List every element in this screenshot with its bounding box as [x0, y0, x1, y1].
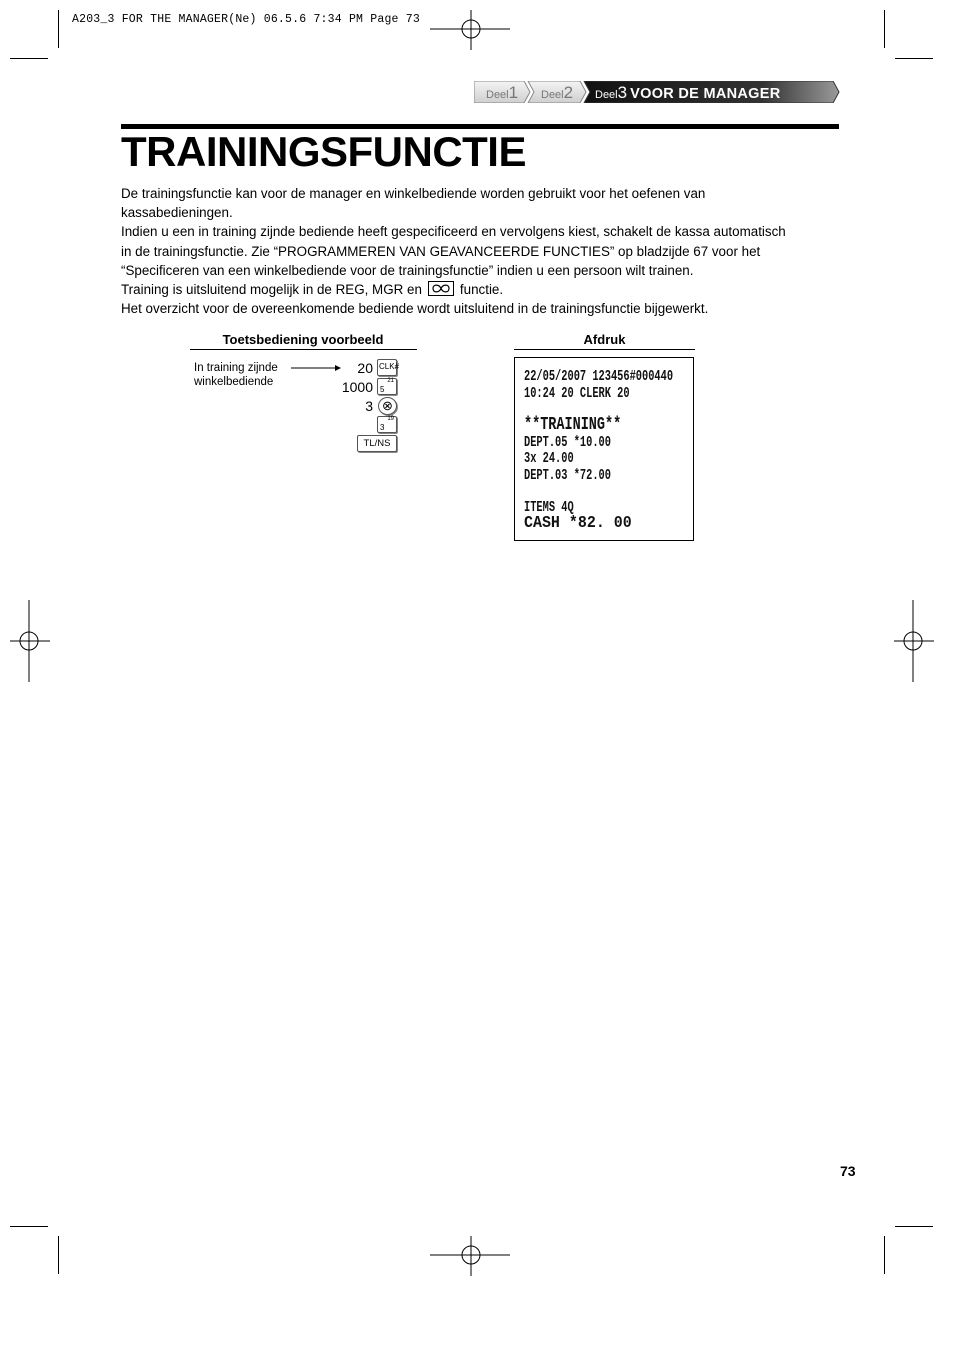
tab-deel-3-number: 3: [617, 83, 628, 102]
intro-line-5: “Specificeren van een winkelbediende voor de trainingsfunctie” indien u een persoon wilt trainen.: [121, 262, 694, 278]
receipt-line-clerk: 10:24 20 CLERK 20: [524, 385, 630, 402]
receipt-line-cash: CASH *82. 00: [524, 514, 632, 533]
receipt-line-date: 22/05/2007 123456#000440: [524, 368, 674, 385]
trainee-label-line-2: winkelbediende: [194, 376, 274, 388]
intro-line-6-post: functie.: [459, 282, 504, 298]
entry-amount: 1000: [341, 379, 373, 395]
print-rule: [514, 349, 695, 350]
dept-3-key-label: 3: [380, 423, 385, 432]
tab-deel-3-word: Deel: [595, 89, 618, 101]
key-operation-heading: Toetsbediening voorbeeld: [222, 332, 384, 347]
intro-line-3: Indien u een in training zijnde bediende heeft gespecificeerd en vervolgens kiest, schakelt de kassa automatisch: [121, 224, 786, 240]
intro-line-2: kassabedieningen.: [121, 205, 233, 221]
key-operation-rule: [190, 349, 417, 350]
tab-deel-1-number: 1: [508, 83, 519, 102]
entry-quantity: 3: [365, 398, 373, 414]
clerk-key: [377, 359, 400, 376]
mode-switch-icon: [428, 281, 454, 296]
receipt-line-dept03: DEPT.03 *72.00: [524, 467, 611, 484]
intro-line-4: in de trainingsfunctie. Zie “PROGRAMMEREN VAN GEAVANCEERDE FUNCTIES” op bladzijde 67 voor het: [121, 243, 761, 259]
intro-line-6-pre: Training is uitsluitend mogelijk in de REG, MGR en: [121, 282, 422, 298]
intro-text: [121, 184, 841, 318]
registration-mark-left-icon: [10, 600, 50, 682]
total-no-sale-key: TL/NS: [357, 435, 397, 452]
tab-deel-1: [486, 81, 518, 103]
clerk-key-label: CLK#: [379, 362, 400, 371]
dept-5-key-label: 5: [380, 385, 385, 394]
multiply-key-icon: ⊗: [378, 397, 397, 415]
tab-deel-2: [541, 81, 573, 103]
entry-clerk-code: 20: [357, 360, 373, 376]
section-tabs: [474, 81, 840, 103]
print-heading: Afdruk: [583, 332, 626, 347]
registration-mark-right-icon: [894, 600, 934, 682]
page-title: TRAININGSFUNCTIE: [121, 128, 526, 175]
tab-deel-1-word: Deel: [486, 89, 509, 101]
trainee-label: [194, 361, 278, 389]
receipt-line-dept05: DEPT.05 *10.00: [524, 434, 611, 451]
dept-3-key: [377, 416, 397, 433]
print-slug: A203_3 FOR THE MANAGER(Ne) 06.5.6 7:34 PM Page 73: [72, 13, 420, 26]
trainee-label-line-1: In training zijnde: [194, 362, 278, 374]
dept-5-key-sup: 21: [387, 378, 394, 384]
registration-mark-top-icon: [430, 10, 514, 50]
receipt-printout: [514, 357, 694, 541]
intro-line-7: Het overzicht voor de overeenkomende bediende wordt uitsluitend in de trainingsfunctie bijgewerkt.: [121, 301, 709, 317]
tab-deel-3-title: VOOR DE MANAGER: [630, 86, 781, 102]
dept-5-key: [377, 378, 397, 395]
dept-3-key-sup: 19: [387, 416, 394, 422]
receipt-line-qty: 3x 24.00: [524, 450, 574, 467]
receipt-line-items: ITEMS 4Q: [524, 499, 574, 516]
receipt-line-training: **TRAINING**: [524, 415, 622, 435]
page-number: 73: [840, 1163, 856, 1179]
registration-mark-bottom-icon: [430, 1236, 514, 1276]
tab-deel-2-number: 2: [563, 83, 574, 102]
tab-deel-2-word: Deel: [541, 89, 564, 101]
tab-deel-3-active: [587, 81, 838, 103]
intro-line-1: De trainingsfunctie kan voor de manager en winkelbediende worden gebruikt voor het oefenen van: [121, 186, 706, 201]
intro-line-6: [121, 280, 841, 299]
